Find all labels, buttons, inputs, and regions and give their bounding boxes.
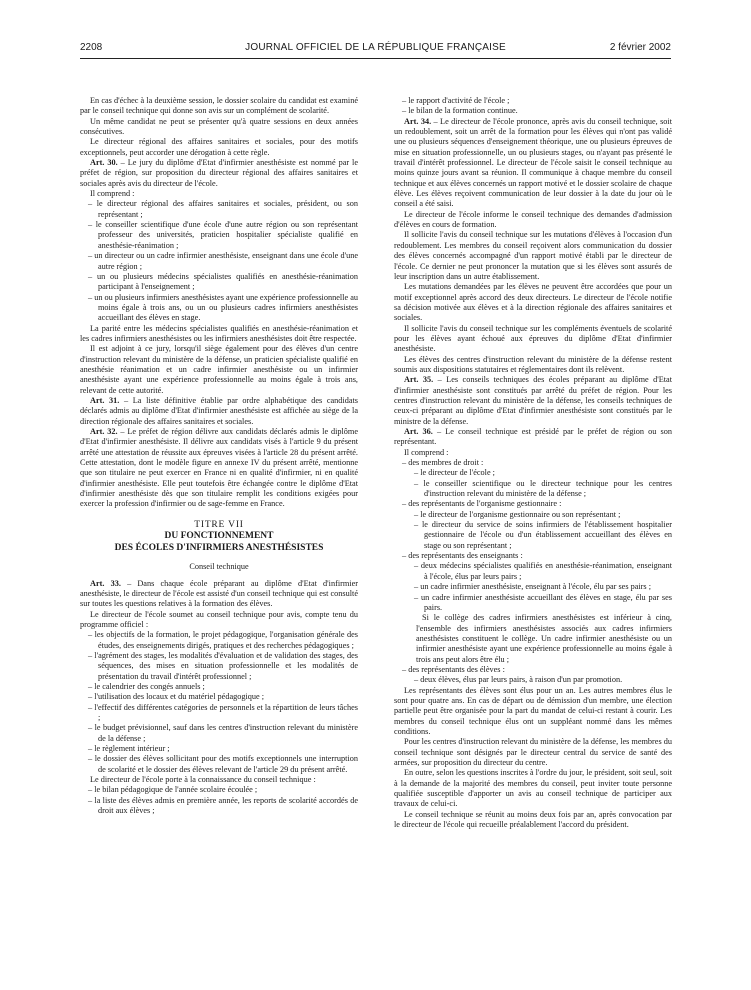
list-item: – deux médecins spécialistes qualifiés en anesthésie-réanimation, enseignant à l'école, élus par leurs pairs ;: [414, 561, 672, 581]
article-label: Art. 35.: [404, 375, 434, 385]
article-label: Art. 36.: [404, 427, 433, 436]
paragraph: La parité entre les médecins spécialistes qualifiés en anesthésie-réanimation et les cadres infirmiers anesthésistes ou les infirmiers anesthésistes doit être respectée.: [80, 323, 358, 343]
page-header: [80, 42, 671, 59]
council-members-list: [394, 458, 672, 613]
list-item: – le rapport d'activité de l'école ;: [402, 96, 510, 105]
list-item: – un ou plusieurs infirmiers anesthésistes ayant une expérience professionnelle au moins égale à trois ans, ou un ou plusieurs cadres infirmiers anesthésistes accueillant des élèves en stage.: [88, 292, 358, 323]
paragraph: Un même candidat ne peut se présenter qu'à quatre sessions en deux années consécutives.: [80, 116, 358, 137]
article-30: [80, 158, 358, 189]
article-label: Art. 30.: [90, 158, 118, 168]
article-text: – Le préfet de région délivre aux candidats déclarés admis le diplôme d'Etat d'infirmier anesthésiste. Il délivre aux candidats visés à l'article 9 du présent arrêté une attestation de réussite aux épreuves visées à l'article 28 du présent arrêté. Cette attestation, dont le modèle figure en annexe IV du présent arrêté, mentionne que son titulaire ne peut exercer en France ni en qualité d'infirmier, ni en qualité d'infirmier anesthésiste. Elle peut toutefois être échangée contre le diplôme d'Etat d'infirmier anesthésiste dès que son titulaire remplit les conditions exigées pour exercer la profession d'infirmier ou de sage-femme en France.: [80, 427, 358, 509]
list-item: – le calendrier des congés annuels ;: [88, 682, 205, 692]
paragraph: Le directeur de l'école informe le conseil technique des demandes d'admission d'élèves en cours de formation.: [394, 209, 672, 230]
page-number: 2208: [80, 42, 103, 53]
paragraph: En cas d'échec à la deuxième session, le dossier scolaire du candidat est examiné par le conseil technique qui donne son avis sur un complément de scolarité.: [80, 96, 358, 116]
paragraph: Il sollicite l'avis du conseil technique sur les mutations d'élèves à l'occasion d'un redoublement. Les membres du conseil reçoivent alors communication du dossier des élèves concernés accompagné d'un rapport motivé établi par le directeur de l'école. Ce dernier ne peut prononcer la mutation que si les élèves sont assurés de leur inscription dans un autre établissement.: [394, 230, 672, 281]
group-heading: – des représentants de l'organisme gestionnaire :: [402, 499, 562, 509]
paragraph: Le directeur de l'école porte à la connaissance du conseil technique :: [90, 775, 316, 785]
title-line-2: DES ÉCOLES D'INFIRMIERS ANESTHÉSISTES: [114, 542, 324, 553]
article-text: – La liste définitive établie par ordre alphabétique des candidats déclarés admis au diplôme d'Etat d'infirmier anesthésiste est affichée au siège de la direction régionale des affaires sanitaires et sociales.: [80, 395, 358, 426]
list-item: – le directeur du service de soins infirmiers de l'établissement hospitalier gestionnaire de l'école ou d'un établissement accueillant des élèves en stage ou son représentant ;: [414, 520, 672, 550]
paragraph: Si le collège des cadres infirmiers anesthésistes est inférieur à cinq, l'ensemble des infirmiers anesthésistes associés aux cadres infirmiers anesthésistes constituent le collège. Un cadre infirmier anesthésiste ou un infirmier anesthésiste ayant une expérience professionnelle au moins égale à trois ans peut alors être élu ;: [416, 613, 672, 664]
paragraph: Le directeur régional des affaires sanitaires et sociales, pour des motifs exceptionnels, peut accorder une dérogation à cette règle.: [80, 137, 358, 157]
article-text: – Le jury du diplôme d'Etat d'infirmier anesthésiste est nommé par le préfet de région, sur proposition du directeur régional des affaires sanitaires et sociales après avis du directeur de l'école.: [80, 158, 358, 188]
advice-list: [80, 630, 358, 775]
article-label: Art. 33.: [90, 578, 121, 588]
list-item: – le budget prévisionnel, sauf dans les centres d'instruction relevant du ministère de la défense ;: [88, 723, 358, 743]
list-item: – le directeur de l'école ;: [414, 468, 495, 478]
list-item: – l'utilisation des locaux et du matériel pédagogique ;: [88, 692, 265, 702]
list-item: – le conseiller scientifique d'une école d'une autre région ou son représentant professeur des universités, praticien hospitalier spécialiste qualifié en anesthésie-réanimation ;: [88, 220, 358, 250]
list-item: – l'effectif des différentes catégories de personnels et la répartition de leurs tâches ;: [88, 702, 358, 723]
list-item: – un cadre infirmier anesthésiste accueillant des élèves en stage, élu par ses pairs.: [414, 592, 672, 612]
right-column: [394, 96, 672, 830]
jury-list: [80, 199, 358, 323]
list-item: – un directeur ou un cadre infirmier anesthésiste, enseignant dans une école d'une autre région ;: [88, 251, 358, 271]
list-item: – deux élèves, élus par leurs pairs, à raison d'un par promotion.: [414, 675, 623, 685]
article-label: Art. 34.: [404, 116, 432, 126]
publication-date: 2 février 2002: [609, 42, 671, 53]
paragraph: Pour les centres d'instruction relevant du ministère de la défense, les membres du conseil technique sont désignés par le directeur central du service de santé des armées, sur proposition du directeur du centre.: [394, 737, 672, 767]
list-item: – l'agrément des stages, les modalités d'évaluation et de validation des stages, des séquences, des mises en situation professionnelle et les modalités de présentation du travail d'intérêt professionnel ;: [88, 651, 358, 681]
list-item: – la liste des élèves admis en première année, les reports de scolarité accordés de droit aux élèves ;: [88, 795, 358, 816]
article-33: [80, 579, 358, 610]
title-line-1: DU FONCTIONNEMENT: [164, 531, 274, 542]
article-text: – Les conseils techniques des écoles préparant au diplôme d'Etat d'infirmier anesthésiste sont constitués par arrêté du préfet de région. Pour les centres d'instruction relevant du ministère de la défense, les conseils techniques de ceux-ci préparant au diplôme d'Etat d'infirmier anesthésiste sont constitués par le ministre de la défense.: [394, 375, 672, 426]
paragraph: Les élèves des centres d'instruction relevant du ministère de la défense restent soumis aux dispositions statutaires et réglementaires dont ils relèvent.: [394, 354, 672, 374]
list-item: – le bilan de la formation continue.: [402, 106, 518, 116]
list-item: – le dossier des élèves sollicitant pour des motifs exceptionnels une interruption de scolarité et le dossier des élèves relevant de l'article 29 du présent arrêté.: [88, 754, 358, 774]
information-list: [80, 785, 358, 816]
paragraph: Les mutations demandées par les élèves ne peuvent être accordées que pour un motif exceptionnel après accord des deux directeurs. Le directeur de l'école notifie sa décision motivée aux élèves et à la direction régionale des affaires sanitaires et sociales.: [394, 282, 672, 323]
paragraph: Il comprend :: [404, 447, 449, 457]
paragraph: Les représentants des élèves sont élus pour un an. Les autres membres élus le sont pour quatre ans. En cas de départ ou de démission d'un membre, une élection partielle peut être organisée pour la part du mandat de celui-ci restant à courir. Les membres du conseil technique élus ont un suppléant nommé dans les mêmes conditions.: [394, 685, 672, 736]
list-item: – un cadre infirmier anesthésiste, enseignant à l'école, élu par ses pairs ;: [414, 582, 651, 592]
group-heading: – des représentants des enseignants :: [402, 551, 523, 561]
list-item: – le conseiller scientifique ou le directeur technique pour les centres d'instruction relevant du ministère de la défense ;: [414, 478, 672, 499]
journal-title: JOURNAL OFFICIEL DE LA RÉPUBLIQUE FRANÇAISE: [245, 42, 506, 53]
article-31: [80, 396, 358, 427]
title-number: TITRE VII: [194, 519, 244, 530]
paragraph: Il sollicite l'avis du conseil technique sur les compléments éventuels de scolarité pour les élèves ayant échoué aux épreuves du diplôme d'Etat d'infirmier anesthésiste.: [394, 323, 672, 354]
list-item: – le directeur régional des affaires sanitaires et sociales, président, ou son représentant ;: [88, 199, 358, 219]
title-block: [80, 520, 358, 555]
left-column: [80, 96, 358, 817]
group-heading: – des représentants des élèves :: [402, 664, 505, 674]
paragraph: Le directeur de l'école soumet au conseil technique pour avis, compte tenu du programme officiel :: [80, 609, 358, 629]
information-list-continued: [394, 96, 672, 117]
article-34: [394, 117, 672, 210]
paragraph: Le conseil technique se réunit au moins deux fois par an, après convocation par le directeur de l'école qui recueille préalablement l'accord du président.: [394, 809, 672, 830]
list-item: – les objectifs de la formation, le projet pédagogique, l'organisation générale des études, des enseignements dirigés, pratiques et des recherches pédagogiques ;: [88, 630, 358, 650]
list-item: – un ou plusieurs médecins spécialistes qualifiés en anesthésie-réanimation participant à l'enseignement ;: [88, 271, 358, 292]
article-35: [394, 375, 672, 427]
article-32: [80, 427, 358, 510]
article-36: [394, 427, 672, 448]
article-text: – Le directeur de l'école prononce, après avis du conseil technique, soit un redoublement, soit un arrêt de la formation pour les élèves qui n'ont pas validé une ou plusieurs séquences d'enseignement théorique, une ou plusieurs épreuves de mise en situation professionnelle, un ou plusieurs stages, ou n'ayant pas présenté le travail d'intérêt professionnel. Le directeur de l'école saisit le conseil technique au moins quinze jours avant sa réunion. Il communique à chaque membre du conseil technique et aux élèves concernés un rapport motivé et le dossier scolaire de chaque élève. Les élèves reçoivent communication de leur dossier à la date du jour où le conseil a été saisi.: [394, 116, 673, 209]
article-label: Art. 32.: [90, 427, 118, 436]
paragraph: En outre, selon les questions inscrites à l'ordre du jour, le président, soit seul, soit à la demande de la majorité des membres du conseil, peut inviter toute personne qualifiée susceptible d'apporter un avis au conseil technique de participer aux travaux de celui-ci.: [394, 768, 672, 809]
list-item: – le règlement intérieur ;: [88, 744, 170, 754]
section-title: Conseil technique: [189, 562, 249, 572]
paragraph: Il comprend :: [90, 189, 135, 199]
list-item: – le bilan pédagogique de l'année scolaire écoulée ;: [88, 785, 258, 795]
article-label: Art. 31.: [90, 395, 120, 405]
group-heading: – des membres de droit :: [402, 458, 484, 468]
article-text: – Le conseil technique est présidé par le préfet de région ou son représentant.: [394, 427, 672, 447]
list-item: – le directeur de l'organisme gestionnaire ou son représentant ;: [414, 509, 621, 519]
paragraph: Il est adjoint à ce jury, lorsqu'il siège également pour des élèves d'un centre d'instruction relevant du ministère de la défense, un praticien spécialiste qualifié en anesthésie réanimation et un cadre infirmier anesthésiste ou un infirmier anesthésiste ayant une expérience professionnelle au moins égale à trois ans, relevant de cette autorité.: [80, 344, 358, 395]
student-representatives-list: [394, 665, 672, 686]
article-text: – Dans chaque école préparant au diplôme d'Etat d'infirmier anesthésiste, le directeur de l'école est assisté d'un conseil technique qui est consulté sur toutes les questions relatives à la formation des élèves.: [80, 578, 358, 609]
